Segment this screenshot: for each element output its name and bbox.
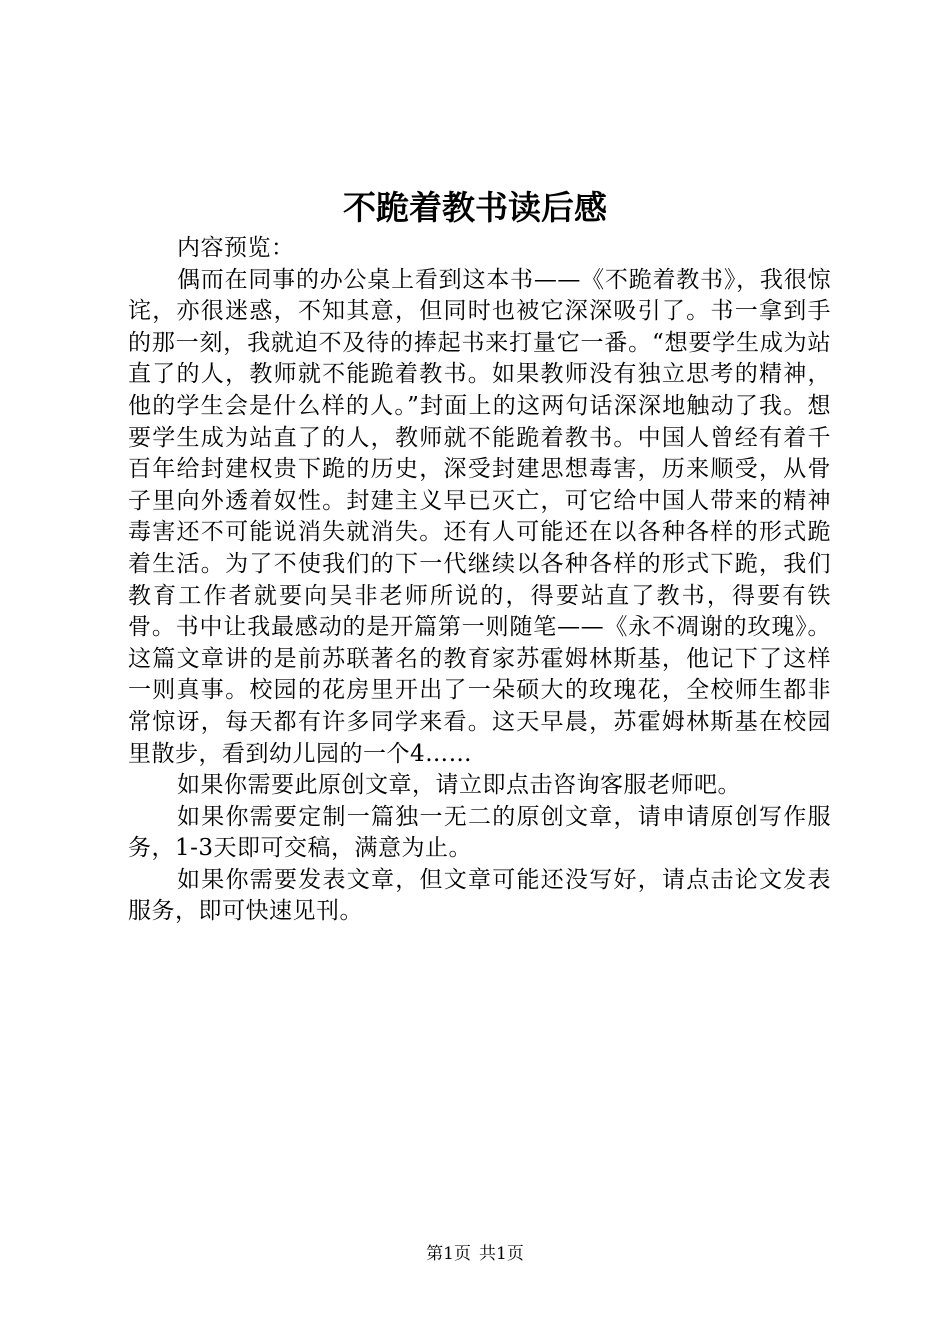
body-paragraph: 偶而在同事的办公桌上看到这本书——《不跪着教书》，我很惊诧，亦很迷惑，不知其意，但同时也被它深深吸引了。书一拿到手的那一刻，我就迫不及待的捧起书来打量它一番。“想要学生成为站直了的人，教师就不能跪着教书。如果教师没有独立思考的精神，他的学生会是什么样的人。”封面上的这两句话深深地触动了我。想要学生成为站直了的人，教师就不能跪着教书。中国人曾经有着千百年给封建权贵下跪的历史，深受封建思想毒害，历来顺受，从骨子里向外透着奴性。封建主义早已灭亡，可它给中国人带来的精神毒害还不可能说消失就消失。还有人可能还在以各种各样的形式跪着生活。为了不使我们的下一代继续以各种各样的形式下跪，我们教育工作者就要向吴非老师所说的，得要站直了教书，得要有铁骨。书中让我最感动的是开篇第一则随笔——《永不凋谢的玫瑰》。这篇文章讲的是前苏联著名的教育家苏霍姆林斯基，他记下了这样一则真事。校园的花房里开出了一朵硕大的玫瑰花，全校师生都非常惊讶，每天都有许多同学来看。这天早晨，苏霍姆林斯基在校园里散步，看到幼儿园的一个4……: [128, 266, 831, 767]
consult-service-paragraph: 如果你需要此原创文章，请立即点击咨询客服老师吧。: [177, 772, 741, 799]
publishing-service-paragraph: 如果你需要发表文章，但文章可能还没写好，请点击论文发表服务，即可快速见刊。: [128, 866, 831, 925]
document-body: [128, 233, 831, 928]
page-total: 共1页: [479, 1244, 524, 1264]
page-number: 第1页: [426, 1244, 471, 1264]
preview-label: 内容预览：: [177, 235, 295, 261]
document-title: 不跪着教书读后感: [343, 188, 607, 227]
custom-writing-paragraph: 如果你需要定制一篇独一无二的原创文章，请申请原创写作服务，1-3天即可交稿，满意为止。: [128, 803, 831, 862]
page-footer: [0, 1242, 950, 1266]
